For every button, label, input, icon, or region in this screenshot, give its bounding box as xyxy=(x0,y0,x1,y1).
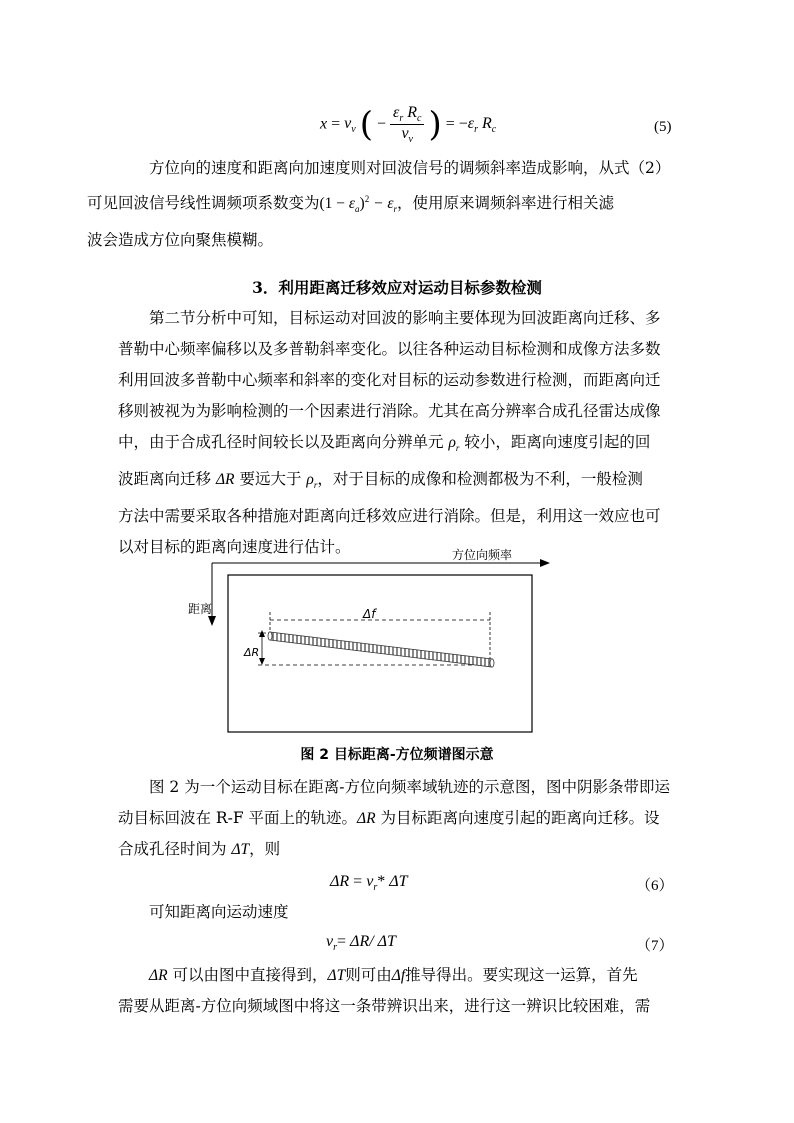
paragraph-line: 移则被视为为影响检测的一个因素进行消除。尤其在高分辨率合成孔径雷达成像 xyxy=(118,402,661,420)
equation-7: $v_r= \Delta R/$ ΔT xyxy=(326,933,396,954)
figure-range-azimuth-spectrum xyxy=(180,548,560,740)
paragraph-line: 方法中需要采取各种措施对距离向迁移效应进行消除。但是，利用这一效应也可 xyxy=(118,507,661,526)
paragraph-line: ΔR 可以由图中直接得到，ΔT则可由Δf推导得出。要实现这一运算，首先 xyxy=(149,966,638,984)
paragraph-line: 以对目标的距离向速度进行估计。 xyxy=(118,538,351,557)
paragraph-line: 可见回波信号线性调频项系数变为 xyxy=(87,194,320,213)
paragraph-line: 普勒中心频率偏移以及多普勒斜率变化。以往各种运动目标检测和成像方法多数 xyxy=(118,340,661,358)
paragraph-line: 方位向的速度和距离向加速度则对回波信号的调频斜率造成影响，从式（2） xyxy=(149,159,671,177)
equation-7-number: （7） xyxy=(636,938,674,954)
paragraph-line: 合成孔径时间为 ΔT，则 xyxy=(118,840,281,858)
equation-5-number: (5) xyxy=(654,119,672,135)
paragraph-velocity-intro: 可知距离向运动速度 xyxy=(149,903,289,921)
paragraph-line: 中，由于合成孔径时间较长以及距离向分辨单元 $\rho_r$ 较小，距离向速度引起的回 xyxy=(118,433,651,454)
paragraph-line: ，使用原来调频斜率进行相关滤 xyxy=(397,194,615,213)
figure-caption: 图 2 目标距离-方位频谱图示意 xyxy=(300,747,494,763)
equation-5: $x = v_v$ ( − $\frac{\varepsilon_r R_c}{v_v}$ ) = $-\varepsilon_r$ $R_c$ xyxy=(320,104,497,146)
section-heading: 3．利用距离迁移效应对运动目标参数检测 xyxy=(252,278,542,297)
paragraph-range-migration xyxy=(118,303,678,563)
paragraph-detection-method xyxy=(118,960,678,1022)
paragraph-line: 利用回波多普勒中心频率和斜率的变化对目标的运动参数进行检测，而距离向迁 xyxy=(118,371,661,389)
equation-6: $\Delta R = v_r*$ ΔT xyxy=(330,873,408,894)
target-trajectory-band xyxy=(270,632,492,667)
paragraph-line: 动目标回波在 R-F 平面上的轨迹。ΔR 为目标距离向速度引起的距离向迁移。设 xyxy=(118,809,660,827)
paragraph-line: 第二节分析中可知，目标运动对回波的影响主要体现为回波距离向迁移、多 xyxy=(149,309,661,327)
azimuth-axis-label: 方位向频率 xyxy=(452,548,513,562)
paragraph-line: 需要从距离-方位向频域图中将这一条带辨识出来，进行这一辨识比较困难，需 xyxy=(118,997,651,1015)
paragraph-line: 波会造成方位向聚焦模糊。 xyxy=(87,231,274,250)
range-axis-label: 距离 xyxy=(188,602,213,616)
paragraph-line: 图 2 为一个运动目标在距离-方位向频率域轨迹的示意图，图中阴影条带即运 xyxy=(149,778,670,796)
equation-6-number: （6） xyxy=(636,878,674,894)
azimuth-axis-arrow-icon xyxy=(540,559,550,567)
paragraph-velocity-effect xyxy=(87,153,678,256)
paragraph-figure-description xyxy=(118,772,678,865)
delta-r-label: ΔR xyxy=(244,646,260,659)
paragraph-line: 波距离向迁移 ΔR 要远大于 $\rho_r$，对于目标的成像和检测都极为不利，一般检测 xyxy=(118,470,643,491)
delta-f-label: Δf xyxy=(363,607,376,621)
range-axis-arrow-icon xyxy=(208,616,216,626)
formula-chirp-coefficient: $(1 - \varepsilon_a)^2 - \varepsilon_r$ xyxy=(319,194,398,215)
